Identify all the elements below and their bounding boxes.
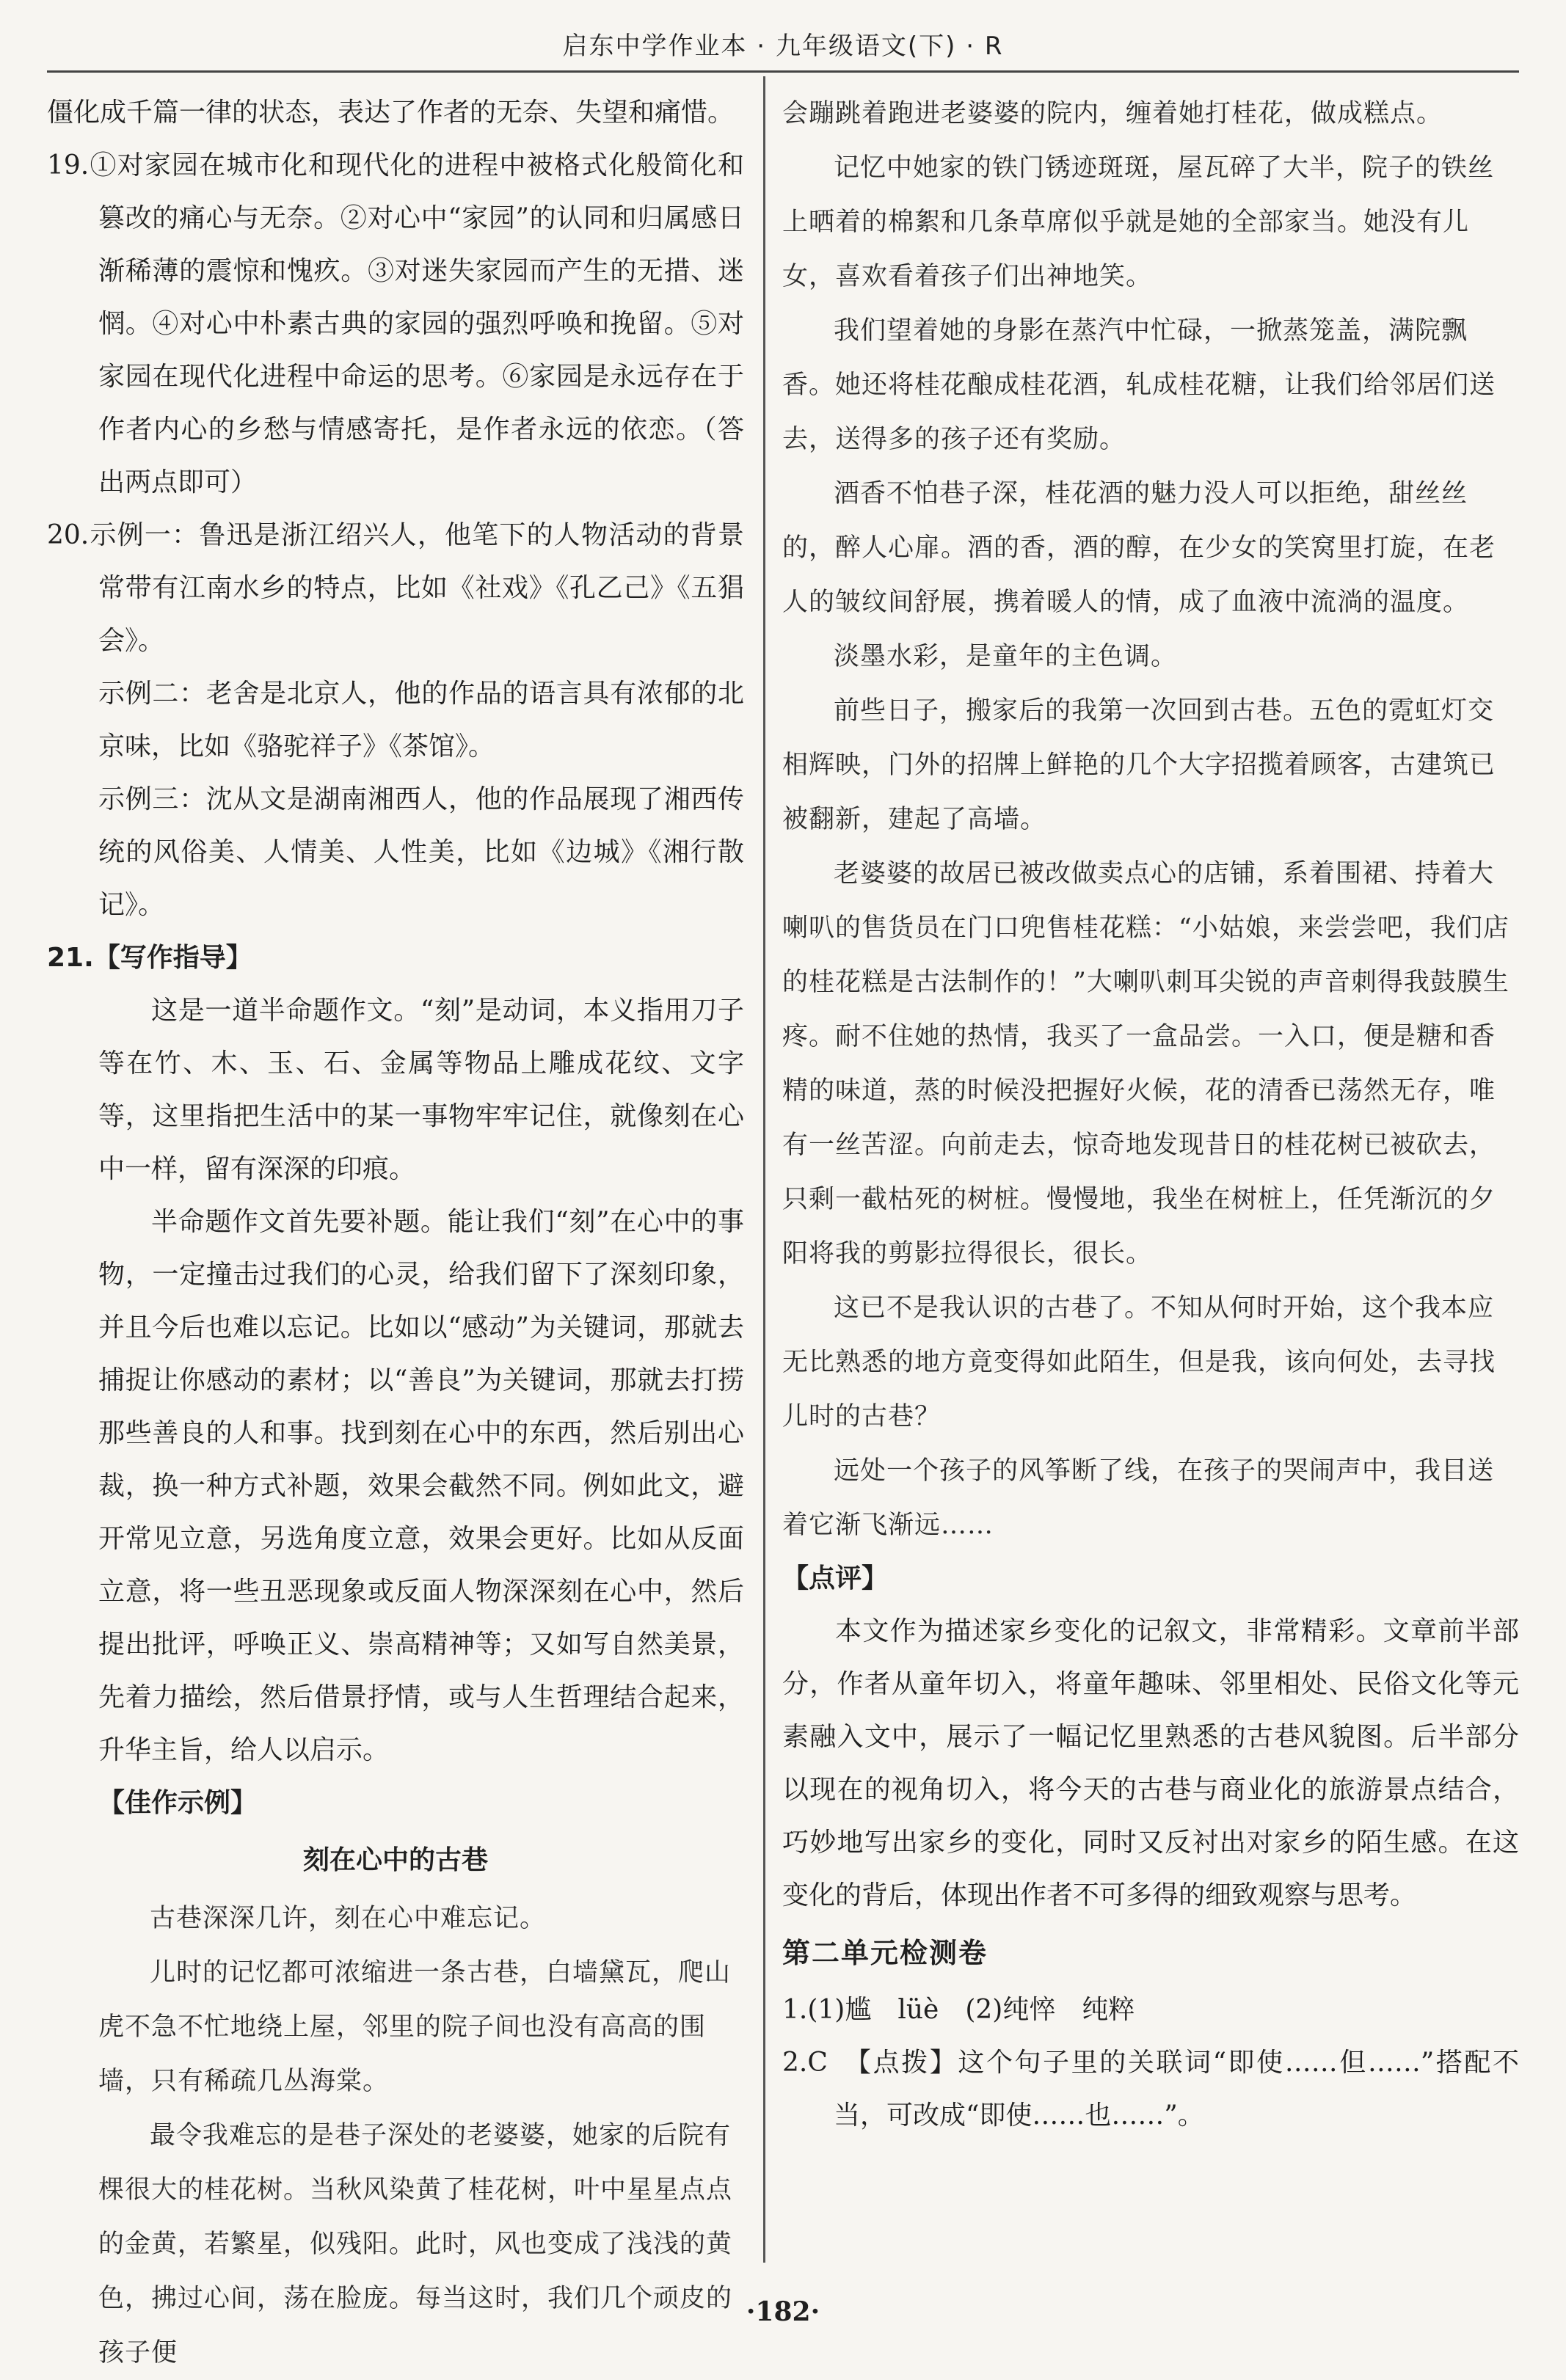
answer-20-example-3: 示例三：沈从文是湖南湘西人，他的作品展现了湘西传统的风俗美、人情美、人性美，比如《边城》《湘行散记》。: [98, 784, 744, 920]
essay-para-6: 酒香不怕巷子深，桂花酒的魅力没人可以拒绝，甜丝丝的，醉人心扉。酒的香，酒的醇，在少女的笑窝里打旋，在老人的皱纹间舒展，携着暖人的情，成了血液中流淌的温度。: [782, 479, 1496, 617]
essay-para-5: 我们望着她的身影在蒸汽中忙碌，一掀蒸笼盖，满院飘香。她还将桂花酿成桂花酒，轧成桂花糖，让我们给邻居们送去，送得多的孩子还有奖励。: [782, 316, 1496, 454]
left-column: [47, 87, 744, 2368]
essay-para-1: 古巷深深几许，刻在心中难忘记。: [150, 1904, 547, 1933]
right-column: [782, 87, 1519, 2244]
essay-para-3-cont: 会蹦跳着跑进老婆婆的院内，缠着她打桂花，做成糕点。: [782, 99, 1443, 128]
essay-para-2: 儿时的记忆都可浓缩进一条古巷，白墙黛瓦，爬山虎不急不忙地绕上屋，邻里的院子间也没有高高的围墙，只有稀疏几丛海棠。: [98, 1958, 732, 2096]
essay-para-10: 这已不是我认识的古巷了。不知从何时开始，这个我本应无比熟悉的地方竟变得如此陌生，但是我，该向何处，去寻找儿时的古巷？: [782, 1293, 1496, 1431]
running-header: [47, 22, 1519, 73]
column-divider: [763, 76, 765, 2263]
writing-guide-label: 21.【写作指导】: [47, 943, 252, 973]
essay-para-8: 前些日子，搬家后的我第一次回到古巷。五色的霓虹灯交相辉映，门外的招牌上鲜艳的几个大字招揽着顾客，古建筑已被翻新，建起了高墙。: [782, 696, 1496, 834]
example-essay-label: 【佳作示例】: [98, 1788, 258, 1818]
section-title: 第二单元检测卷: [782, 1937, 988, 1969]
answer-19: 19.①对家园在城市化和现代化的进程中被格式化般简化和篡改的痛心与无奈。②对心中“家园”的认同和归属感日渐稀薄的震惊和愧疚。③对迷失家园而产生的无措、迷惘。④对心中朴素古典的家园的强烈呼唤和挽留。⑤对家园在现代化进程中命运的思考。⑥家园是永远存在于作者内心的乡愁与情感寄托，是作者永远的依恋。（答出两点即可）: [47, 150, 744, 497]
comment-paragraph: 本文作为描述家乡变化的记叙文，非常精彩。文章前半部分，作者从童年切入，将童年趣味、邻里相处、民俗文化等元素融入文中，展示了一幅记忆里熟悉的古巷风貌图。后半部分以现在的视角切入，将今天的古巷与商业化的旅游景点结合，巧妙地写出家乡的变化，同时又反衬出对家乡的陌生感。在这变化的背后，体现出作者不可多得的细致观察与思考。: [782, 1616, 1519, 1910]
writing-guide-para-1: 这是一道半命题作文。“刻”是动词，本义指用刀子等在竹、木、玉、石、金属等物品上雕成花纹、文字等，这里指把生活中的某一事物牢牢记住，就像刻在心中一样，留有深深的印痕。: [98, 996, 744, 1184]
essay-para-11: 远处一个孩子的风筝断了线，在孩子的哭闹声中，我目送着它渐飞渐远……: [782, 1456, 1495, 1540]
essay-para-7: 淡墨水彩，是童年的主色调。: [834, 642, 1178, 671]
essay-para-4: 记忆中她家的铁门锈迹斑斑，屋瓦碎了大半，院子的铁丝上晒着的棉絮和几条草席似乎就是她的全部家当。她没有儿女，喜欢看着孩子们出神地笑。: [782, 153, 1495, 291]
answer-20-example-1: 20.示例一：鲁迅是浙江绍兴人，他笔下的人物活动的背景常带有江南水乡的特点，比如《社戏》《孔乙己》《五猖会》。: [47, 520, 744, 656]
page-number: ·182·: [746, 2296, 820, 2327]
answer-1: 1.(1)尴 lüè (2)纯悴 纯粹: [782, 1995, 1135, 2025]
intro-paragraph: 僵化成千篇一律的状态，表达了作者的无奈、失望和痛惜。: [47, 98, 735, 128]
essay-para-9: 老婆婆的故居已被改做卖点心的店铺，系着围裙、持着大喇叭的售货员在门口兜售桂花糕：“小姑娘，来尝尝吧，我们店的桂花糕是古法制作的！”大喇叭刺耳尖锐的声音刺得我鼓膜生疼。耐不住她的热情，我买了一盒品尝。一入口，便是糖和香精的味道，蒸的时候没把握好火候，花的清香已荡然无存，唯有一丝苦涩。向前走去，惊奇地发现昔日的桂花树已被砍去，只剩一截枯死的树桩。慢慢地，我坐在树桩上，任凭渐沉的夕阳将我的剪影拉得很长，很长。: [782, 859, 1509, 1269]
essay-title: 刻在心中的古巷: [302, 1845, 488, 1875]
comment-label: 【点评】: [782, 1563, 889, 1594]
essay-para-3: 最令我难忘的是巷子深处的老婆婆，她家的后院有棵很大的桂花树。当秋风染黄了桂花树，叶中星星点点的金黄，若繁星，似残阳。此时，风也变成了浅浅的黄色，拂过心间，荡在脸庞。每当这时，我们几个顽皮的孩子便: [98, 2121, 733, 2368]
header-title: 启东中学作业本 · 九年级语文(下) · R: [562, 32, 1004, 61]
writing-guide-para-2: 半命题作文首先要补题。能让我们“刻”在心中的事物，一定撞击过我们的心灵，给我们留下了深刻印象，并且今后也难以忘记。比如以“感动”为关键词，那就去捕捉让你感动的素材；以“善良”为关键词，那就去打捞那些善良的人和事。找到刻在心中的东西，然后别出心裁，换一种方式补题，效果会截然不同。例如此文，避开常见立意，另选角度立意，效果会更好。比如从反面立意，将一些丑恶现象或反面人物深深刻在心中，然后提出批评，呼唤正义、崇高精神等；又如写自然美景，先着力描绘，然后借景抒情，或与人生哲理结合起来，升华主旨，给人以启示。: [98, 1207, 744, 1765]
answer-20-example-2: 示例二：老舍是北京人，他的作品的语言具有浓郁的北京味，比如《骆驼祥子》《茶馆》。: [98, 679, 744, 762]
answer-2: 2.C 【点拨】这个句子里的关联词“即使……但……”搭配不当，可改成“即使……也……”。: [782, 2048, 1519, 2131]
